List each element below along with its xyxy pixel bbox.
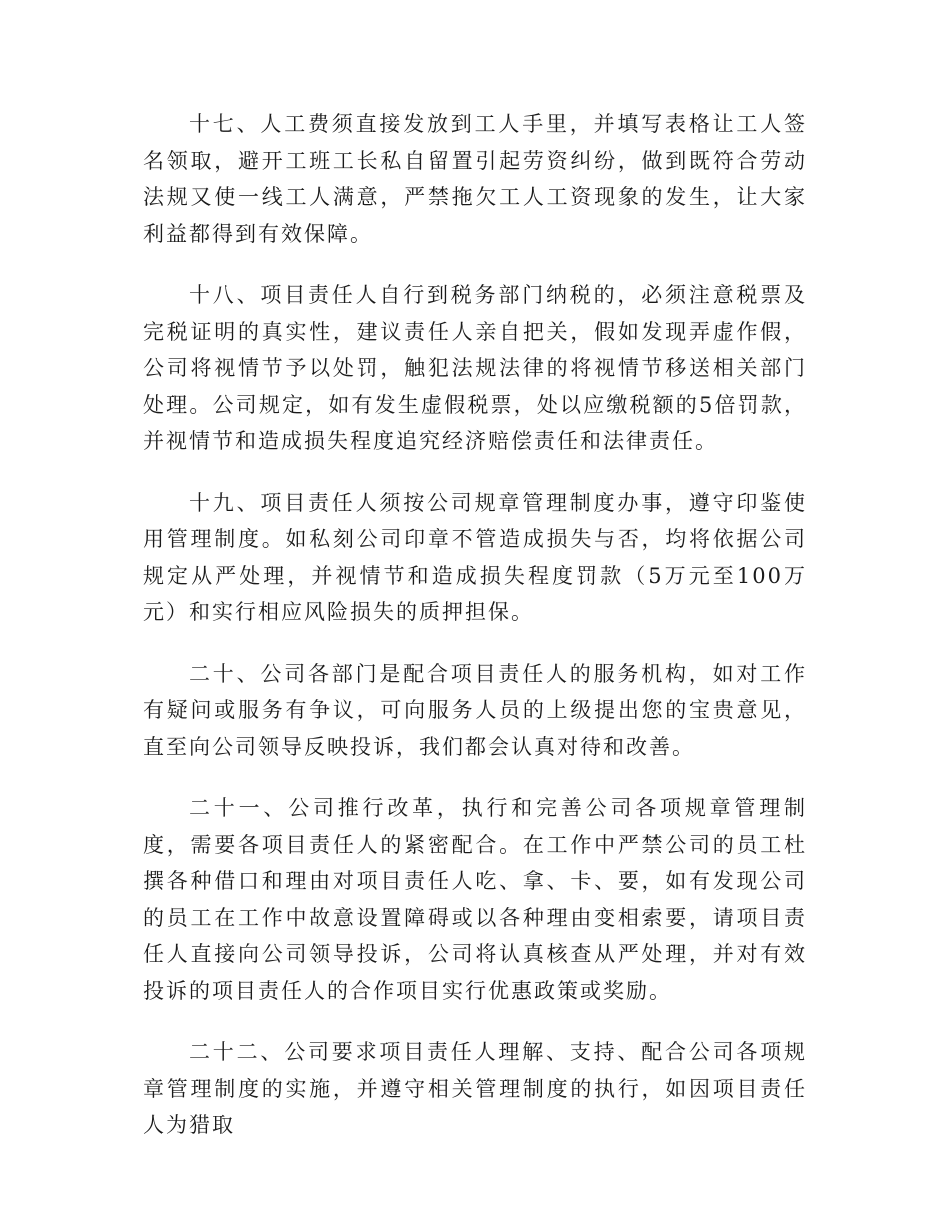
paragraph-17: 十七、人工费须直接发放到工人手里，并填写表格让工人签名领取，避开工班工长私自留置引起劳资纠纷，做到既符合劳动法规又使一线工人满意，严禁拖欠工人工资现象的发生，让大家利益都得到有效保障。: [143, 112, 807, 246]
document-body: [143, 106, 807, 1169]
paragraph-18: 十八、项目责任人自行到税务部门纳税的，必须注意税票及完税证明的真实性，建议责任人亲自把关，假如发现弄虚作假，公司将视情节予以处罚，触犯法规法律的将视情节移送相关部门处理。公司规定，如有发生虚假税票，处以应缴税额的5倍罚款，并视情节和造成损失程度追究经济赔偿责任和法律责任。: [143, 283, 807, 453]
paragraph-21: 二十一、公司推行改革，执行和完善公司各项规章管理制度，需要各项目责任人的紧密配合。在工作中严禁公司的员工杜撰各种借口和理由对项目责任人吃、拿、卡、要，如有发现公司的员工在工作中故意设置障碍或以各种理由变相索要，请项目责任人直接向公司领导投诉，公司将认真核查从严处理，并对有效投诉的项目责任人的合作项目实行优惠政策或奖励。: [143, 796, 807, 1003]
paragraph-22: 二十二、公司要求项目责任人理解、支持、配合公司各项规章管理制度的实施，并遵守相关管理制度的执行，如因项目责任人为猎取: [143, 1040, 807, 1137]
paragraph-19: 十九、项目责任人须按公司规章管理制度办事，遵守印鉴使用管理制度。如私刻公司印章不管造成损失与否，均将依据公司规定从严处理，并视情节和造成损失程度罚款（5万元至100万元）和实行相应风险损失的质押担保。: [143, 490, 807, 624]
paragraph-20: 二十、公司各部门是配合项目责任人的服务机构，如对工作有疑问或服务有争议，可向服务人员的上级提出您的宝贵意见，直至向公司领导反映投诉，我们都会认真对待和改善。: [143, 661, 807, 759]
